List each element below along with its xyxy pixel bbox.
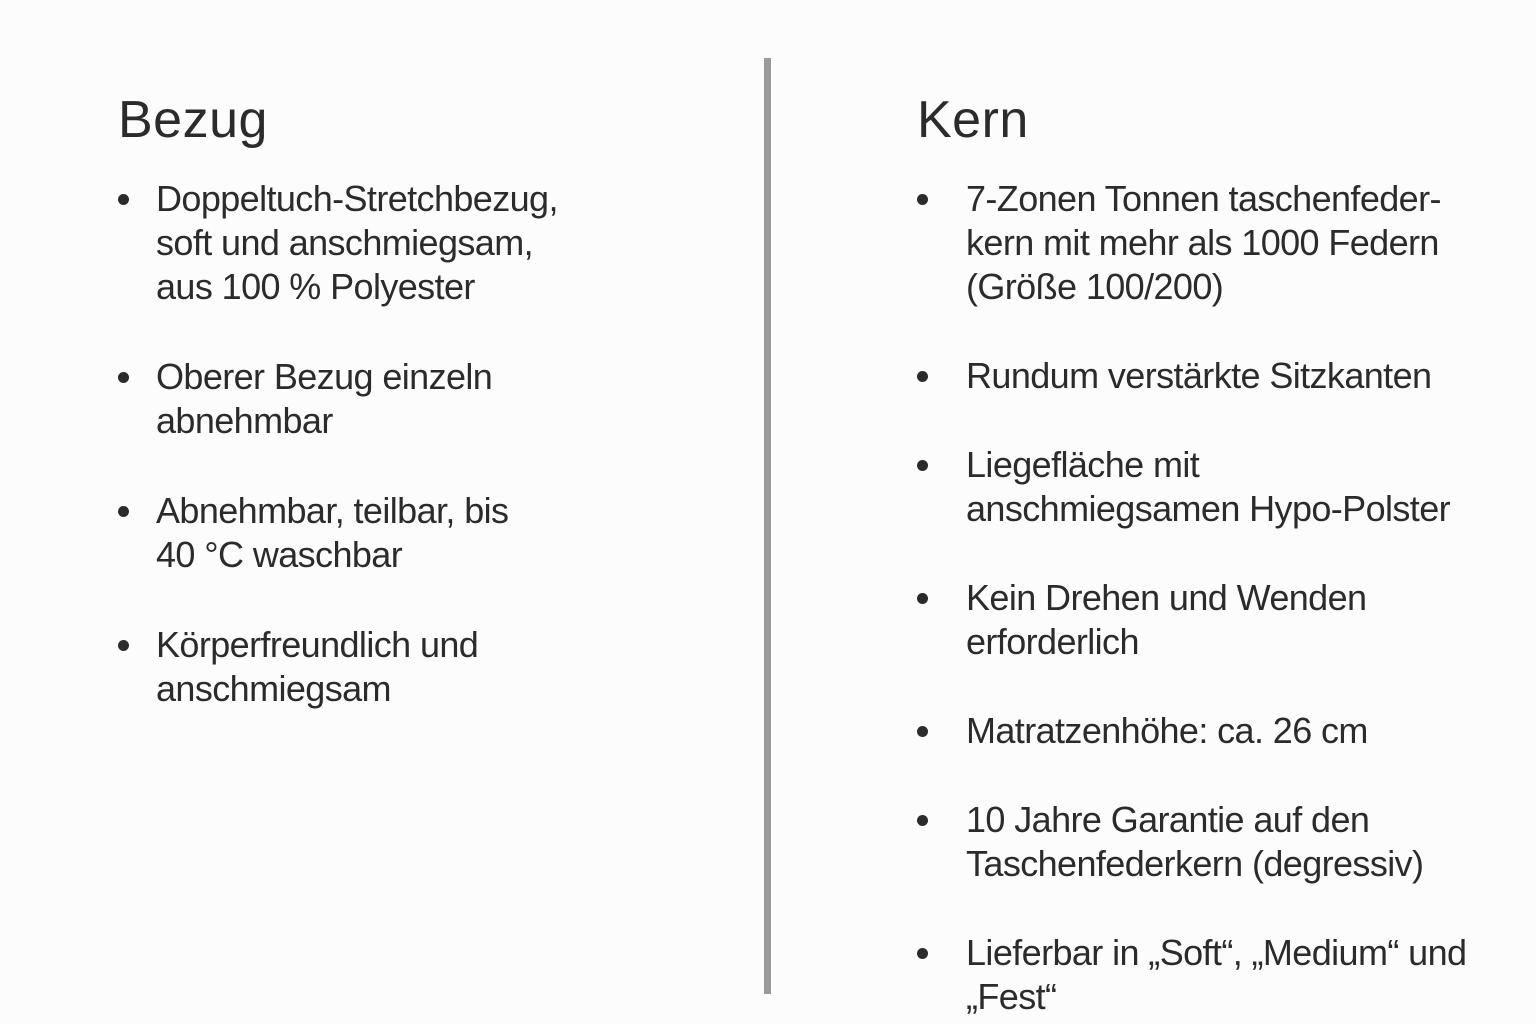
bezug-heading: Bezug [118, 91, 268, 149]
column-divider [764, 58, 771, 994]
kern-item-liegeflaeche: Liegefläche mit anschmiegsamen Hypo-Polster [917, 443, 1517, 531]
kern-item-lieferbar: Lieferbar in „Soft“, „Medium“ und „Fest“ [917, 931, 1517, 1019]
kern-item-kein-wenden: Kein Drehen und Wenden erforderlich [917, 576, 1517, 664]
kern-feature-list [917, 177, 1517, 1019]
bezug-item-koerperfreundlich: Körperfreundlich und anschmiegsam [118, 623, 718, 711]
bezug-column [118, 88, 718, 757]
bezug-item-abnehmbar-oben: Oberer Bezug einzeln abnehmbar [118, 355, 718, 443]
kern-heading: Kern [917, 91, 1029, 149]
bezug-item-waschbar: Abnehmbar, teilbar, bis 40 °C waschbar [118, 489, 718, 577]
kern-item-matratzenhoehe: Matratzenhöhe: ca. 26 cm [917, 709, 1517, 753]
bezug-item-stretchbezug: Doppeltuch-Stretchbezug, soft und anschmiegsam, aus 100 % Polyester [118, 177, 718, 309]
kern-item-sitzkanten: Rundum verstärkte Sitzkanten [917, 354, 1517, 398]
kern-item-garantie: 10 Jahre Garantie auf den Taschenfederkern (degressiv) [917, 798, 1517, 886]
kern-column [917, 88, 1517, 1024]
kern-item-taschenfederkern: 7-Zonen Tonnen taschenfeder- kern mit mehr als 1000 Federn (Größe 100/200) [917, 177, 1517, 309]
bezug-feature-list [118, 177, 718, 711]
